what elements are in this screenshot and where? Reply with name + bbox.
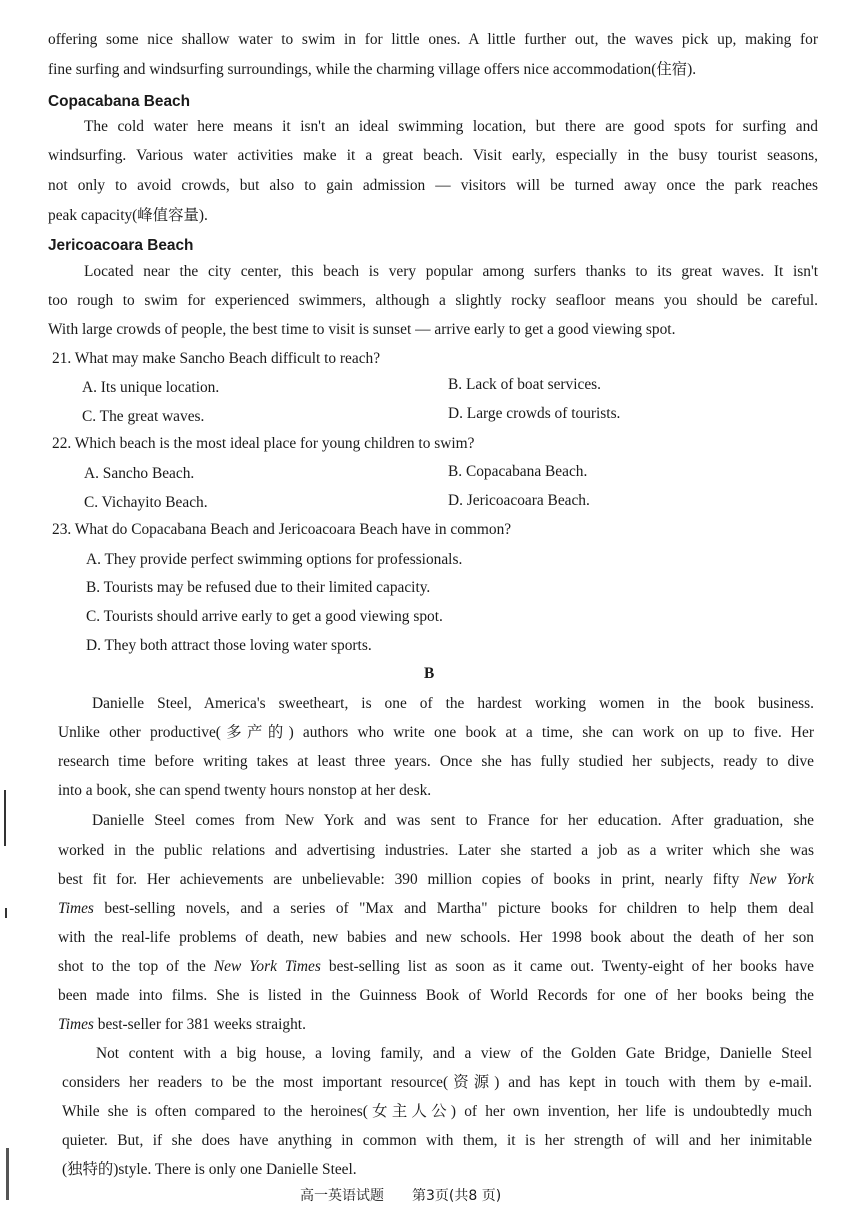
p2-line-5: with the real-life problems of death, new babies and new schools. Her 1998 book about the death of her son: [58, 929, 814, 946]
q22-option-c: C. Vichayito Beach.: [84, 494, 208, 511]
q23-option-c: C. Tourists should arrive early to get a good viewing spot.: [86, 608, 443, 625]
p2-line-7: been made into films. She is listed in the Guinness Book of World Records for one of her books being the: [58, 987, 814, 1004]
p2-line-4-text: best-selling novels, and a series of "Max and Martha" picture books for children to help them deal: [93, 900, 814, 917]
intro-line-2: fine surfing and windsurfing surroundings, while the charming village offers nice accommodation(住宿).: [48, 61, 697, 78]
p2-line-8: [58, 1015, 828, 1035]
p3-line-1: Not content with a big house, a loving family, and a view of the Golden Gate Bridge, Danielle Steel: [96, 1045, 812, 1062]
q23-option-d: D. They both attract those loving water sports.: [86, 637, 372, 654]
p3-line-2: considers her readers to be the most important resource(资源) and has kept in touch with them by e-mail.: [62, 1074, 812, 1091]
p3-line-3: While she is often compared to the heroines(女主人公) of her own invention, her life is undoubtedly much: [62, 1103, 812, 1120]
q22-option-d: D. Jericoacoara Beach.: [448, 492, 590, 509]
q23-option-a: A. They provide perfect swimming options for professionals.: [86, 551, 463, 568]
p3-line-4: quieter. But, if she does have anything in common with them, it is her strength of will and her inimitable: [62, 1132, 812, 1149]
scan-mark: [4, 790, 6, 846]
scan-mark-bottom: [6, 1148, 9, 1200]
jericoacoara-line-3: With large crowds of people, the best time to visit is sunset — arrive early to get a good viewing spot.: [48, 321, 676, 338]
p2-line-6: [58, 957, 814, 977]
jericoacoara-line-2: too rough to swim for experienced swimmers, although a slightly rocky seafloor means you should be careful.: [48, 292, 818, 309]
p2-line-1: Danielle Steel comes from New York and was sent to France for her education. After graduation, she: [92, 812, 814, 829]
q21-option-b: B. Lack of boat services.: [448, 376, 601, 393]
p1-line-4: into a book, she can spend twenty hours nonstop at her desk.: [58, 782, 432, 799]
q22-option-a: A. Sancho Beach.: [84, 465, 195, 482]
p2-line-2: worked in the public relations and advertising industries. Later she started a job as a writer which she was: [58, 842, 814, 859]
scan-mark-small: [5, 908, 7, 918]
p1-line-2: Unlike other productive(多产的) authors who write one book at a time, she can work on up to five. Her: [58, 724, 814, 741]
copacabana-heading: Copacabana Beach: [48, 93, 190, 110]
copacabana-line-3: not only to avoid crowds, but also to gain admission — visitors will be turned away once the park reaches: [48, 177, 818, 194]
q21-option-c: C. The great waves.: [82, 408, 205, 425]
p2-line-6-text-a: shot to the top of the: [58, 958, 214, 975]
q21-option-d: D. Large crowds of tourists.: [448, 405, 621, 422]
copacabana-line-2: windsurfing. Various water activities make it a great beach. Visit early, especially in the busy tourist seasons,: [48, 147, 818, 164]
p2-line-4: [58, 899, 814, 919]
q22-option-b: B. Copacabana Beach.: [448, 463, 588, 480]
p2-line-3-text: best fit for. Her achievements are unbelievable: 390 million copies of books in print, nearly fifty: [58, 871, 750, 888]
page-footer: 高一英语试题 第3页(共8 页): [300, 1188, 502, 1204]
q21-option-a: A. Its unique location.: [82, 379, 220, 396]
new-york-times-italic: New York Times: [213, 958, 321, 975]
question-23-stem: 23. What do Copacabana Beach and Jericoacoara Beach have in common?: [52, 521, 512, 538]
question-22-stem: 22. Which beach is the most ideal place for young children to swim?: [52, 435, 475, 452]
p2-line-8-text: best-seller for 381 weeks straight.: [93, 1016, 306, 1033]
question-21-stem: 21. What may make Sancho Beach difficult to reach?: [52, 350, 381, 367]
q23-option-b: B. Tourists may be refused due to their limited capacity.: [86, 579, 431, 596]
p3-line-5: (独特的)style. There is only one Danielle Steel.: [62, 1161, 357, 1178]
p1-line-3: research time before writing takes at least three years. Once she has fully studied her subjects, ready to dive: [58, 753, 814, 770]
section-b-heading: B: [424, 665, 435, 682]
p2-line-3: [58, 870, 814, 890]
p1-line-1: Danielle Steel, America's sweetheart, is one of the hardest working women in the book business.: [92, 695, 814, 712]
times-italic: Times: [58, 900, 94, 917]
copacabana-line-4: peak capacity(峰值容量).: [48, 207, 208, 224]
p2-line-6-text-b: best-selling list as soon as it came out. Twenty-eight of her books have: [320, 958, 814, 975]
jericoacoara-line-1: Located near the city center, this beach is very popular among surfers thanks to its great waves. It isn't: [84, 263, 818, 280]
copacabana-line-1: The cold water here means it isn't an ideal swimming location, but there are good spots for surfing and: [84, 118, 818, 135]
intro-line-1: offering some nice shallow water to swim in for little ones. A little further out, the waves pick up, making for: [48, 31, 818, 48]
jericoacoara-heading: Jericoacoara Beach: [48, 237, 194, 254]
times-italic-2: Times: [58, 1016, 94, 1033]
new-york-italic: New York: [749, 871, 814, 888]
